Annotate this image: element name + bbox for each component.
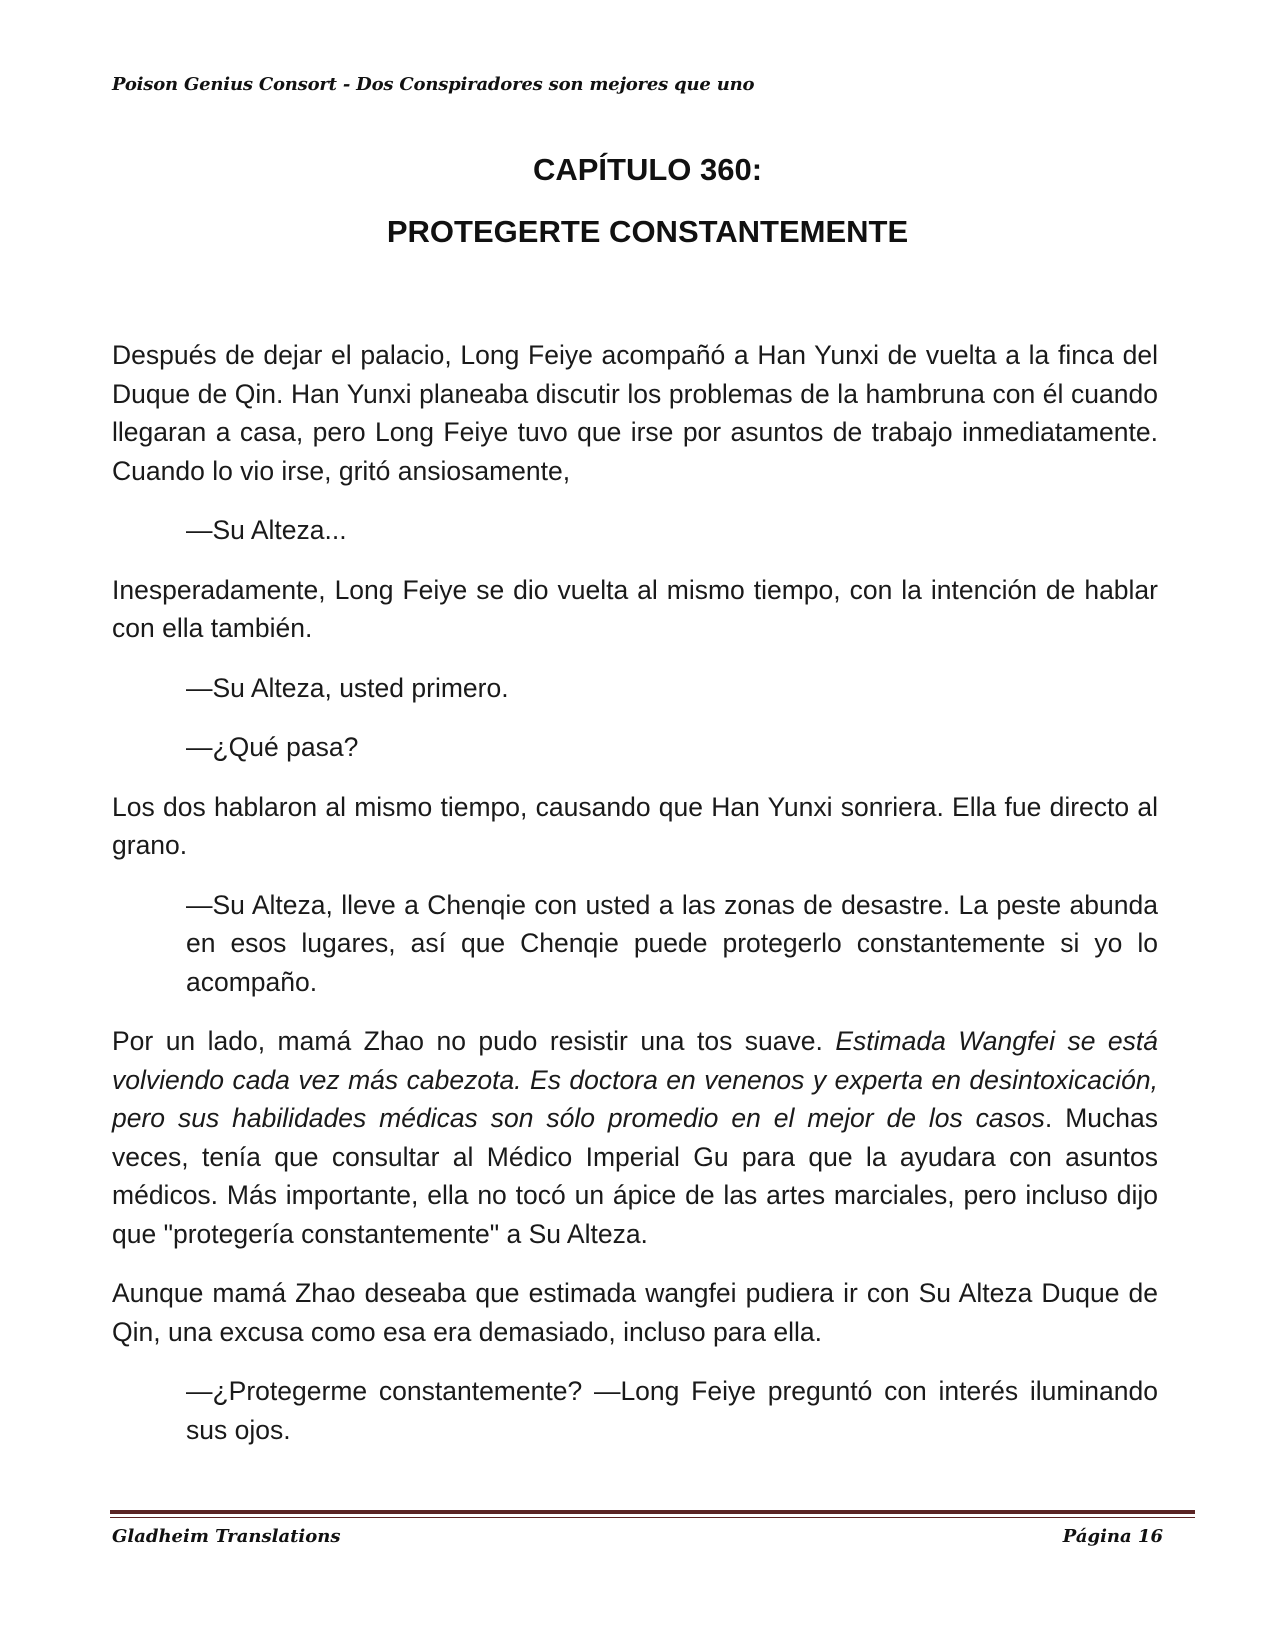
paragraph-text: Por un lado, mamá Zhao no pudo resistir una tos suave. <box>112 1026 836 1056</box>
paragraph: Aunque mamá Zhao deseaba que estimada wangfei pudiera ir con Su Alteza Duque de Qin, una excusa como esa era demasiado, incluso para ella. <box>112 1278 1158 1347</box>
dialogue-line: —Su Alteza... <box>186 515 347 545</box>
running-header: Poison Genius Consort - Dos Conspiradores son mejores que uno <box>112 74 755 95</box>
chapter-body <box>112 336 1158 1470</box>
dialogue-line: —¿Qué pasa? <box>186 732 359 762</box>
paragraph-text: . Muchas veces, tenía que consultar al Médico Imperial Gu para que la ayudara con asuntos médicos. Más importante, ella no tocó un ápice de las artes marciales, pero incluso dijo que "protegería constantemente" a Su Alteza. <box>112 1103 1158 1249</box>
dialogue-line: —Su Alteza, usted primero. <box>186 672 509 703</box>
paragraph: Los dos hablaron al mismo tiempo, causando que Han Yunxi sonriera. Ella fue directo al grano. <box>112 791 1158 860</box>
paragraph <box>112 1022 1158 1253</box>
footer-divider-thin <box>110 1517 1195 1518</box>
chapter-title: PROTEGERTE CONSTANTEMENTE <box>386 214 909 249</box>
dialogue-line: —¿Protegerme constantemente? —Long Feiye preguntó con interés iluminando sus ojos. <box>186 1376 1158 1445</box>
footer-divider <box>110 1510 1195 1514</box>
dialogue-line: —Su Alteza, lleve a Chenqie con usted a las zonas de desastre. La peste abunda en esos lugares, así que Chenqie puede protegerlo constantemente si yo lo acompaño. <box>186 889 1158 997</box>
page-number: Página 16 <box>1062 1526 1163 1547</box>
footer-credit: Gladheim Translations <box>112 1526 341 1547</box>
chapter-number: CAPÍTULO 360: <box>532 152 763 187</box>
italic-thought: Estimada Wangfei se está volviendo cada vez más cabezota. Es doctora en venenos y experta en desintoxicación, pero sus habilidades médicas son sólo promedio en el mejor de los casos <box>112 1026 1158 1133</box>
paragraph: Después de dejar el palacio, Long Feiye acompañó a Han Yunxi de vuelta a la finca del Duque de Qin. Han Yunxi planeaba discutir los problemas de la hambruna con él cuando llegaran a casa, pero Long Feiye tuvo que irse por asuntos de trabajo inmediatamente. Cuando lo vio irse, gritó ansiosamente, <box>112 340 1158 486</box>
paragraph: Inesperadamente, Long Feiye se dio vuelta al mismo tiempo, con la intención de hablar con ella también. <box>112 574 1158 643</box>
